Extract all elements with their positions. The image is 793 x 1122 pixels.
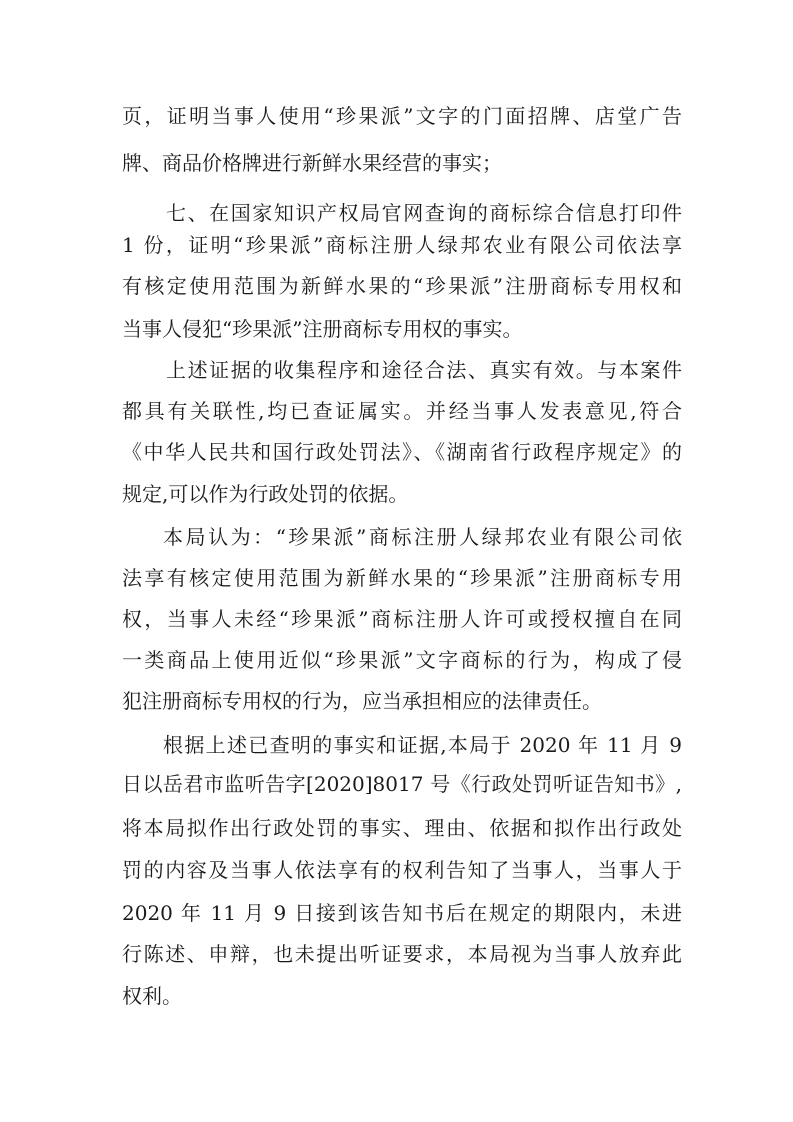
text-line: 规定,可以作为行政处罚的依据。 [122, 482, 409, 506]
text-line: 一类商品上使用近似“珍果派”文字商标的行为，构成了侵 [122, 648, 682, 672]
text-line: 本局认为：“珍果派”商标注册人绿邦农业有限公司依 [163, 525, 682, 549]
text-line: 1 份，证明“珍果派”商标注册人绿邦农业有限公司依法享 [122, 233, 682, 257]
text-line: 2020 年 11 月 9 日接到该告知书后在规定的期限内，未进 [122, 901, 682, 925]
text-line: 根据上述已查明的事实和证据,本局于 2020 年 11 月 9 [163, 733, 682, 757]
text-line: 有核定使用范围为新鲜水果的“珍果派”注册商标专用权和 [122, 274, 682, 298]
text-line: 权利。 [122, 984, 182, 1008]
text-line: 将本局拟作出行政处罚的事实、理由、依据和拟作出行政处 [122, 816, 682, 840]
text-line: 法享有核定使用范围为新鲜水果的“珍果派”注册商标专用 [122, 566, 682, 590]
text-line: 当事人侵犯“珍果派”注册商标专用权的事实。 [122, 317, 523, 341]
text-line: 权，当事人未经“珍果派”商标注册人许可或授权擅自在同 [122, 607, 682, 631]
text-line: 上述证据的收集程序和途径合法、真实有效。与本案件 [166, 358, 682, 382]
text-line: 罚的内容及当事人依法享有的权利告知了当事人，当事人于 [122, 858, 682, 882]
text-line: 七、在国家知识产权局官网查询的商标综合信息打印件 [166, 201, 682, 225]
text-line: 《中华人民共和国行政处罚法》、《湖南省行政程序规定》的 [122, 440, 682, 464]
text-line: 日以岳君市监听告字[2020]8017 号《行政处罚听证告知书》, [122, 772, 682, 796]
text-line: 都具有关联性,均已查证属实。并经当事人发表意见,符合 [122, 399, 682, 423]
text-line: 页，证明当事人使用“珍果派”文字的门面招牌、店堂广告 [122, 104, 682, 128]
text-line: 牌、商品价格牌进行新鲜水果经营的事实； [122, 151, 502, 175]
text-line: 行陈述、申辩，也未提出听证要求，本局视为当事人放弃此 [122, 942, 682, 966]
text-line: 犯注册商标专用权的行为，应当承担相应的法律责任。 [122, 689, 602, 713]
